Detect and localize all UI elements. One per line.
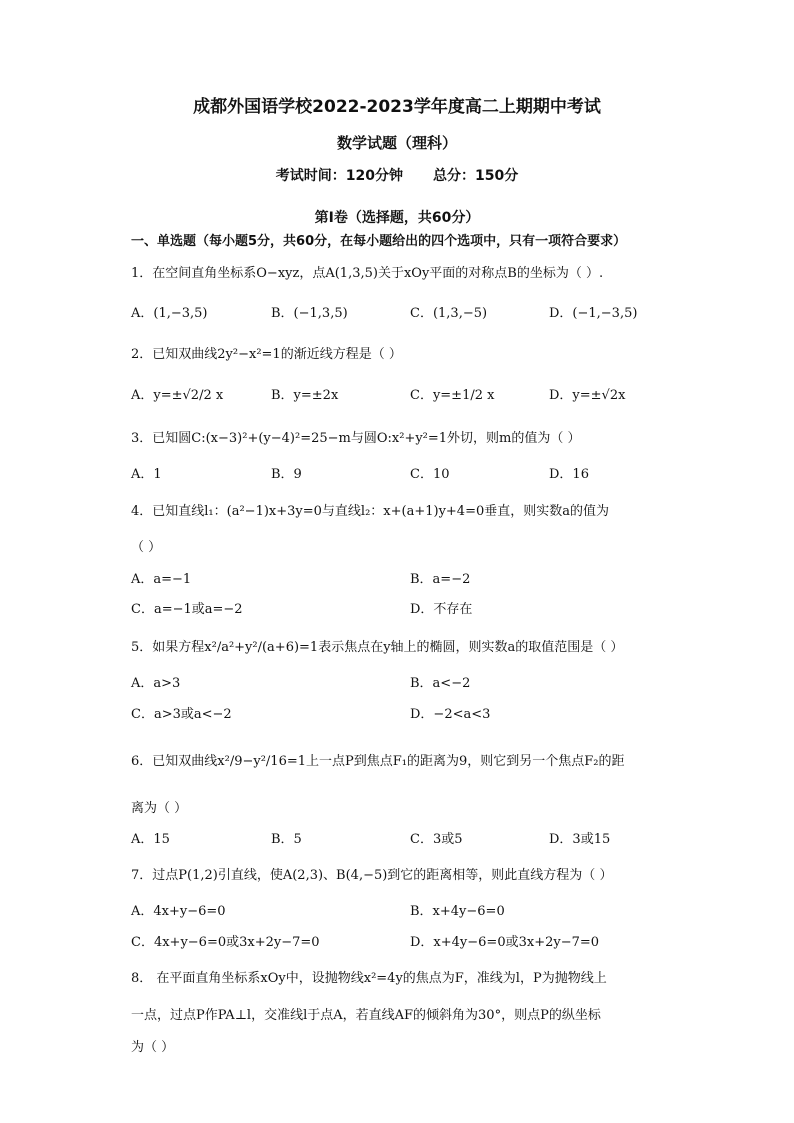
exam-info bbox=[0, 165, 794, 185]
question-6-option-c: C．3或5 bbox=[410, 832, 463, 847]
section-title: 第Ⅰ卷（选择题，共60分） bbox=[314, 210, 480, 226]
question-5-option-a: A．a>3 bbox=[131, 676, 181, 691]
question-7-option-c: C．4x+y−6=0或3x+2y−7=0 bbox=[131, 935, 320, 950]
exam-title: 成都外国语学校2022-2023学年度高二上期期中考试 bbox=[193, 97, 601, 117]
question-7-option-d: D．x+4y−6=0或3x+2y−7=0 bbox=[410, 935, 600, 950]
exam-time: 考试时间：120分钟 bbox=[275, 168, 403, 184]
question-1-option-a: A．(1,−3,5) bbox=[131, 306, 208, 321]
question-4-option-b: B．a=−2 bbox=[410, 572, 471, 587]
question-6-option-d: D．3或15 bbox=[549, 832, 611, 847]
question-5-option-b: B．a<−2 bbox=[410, 676, 471, 691]
question-2-stem: 2．已知双曲线2y²−x²=1的渐近线方程是（ ） bbox=[131, 347, 402, 362]
question-3-option-b: B．9 bbox=[271, 467, 302, 482]
exam-subtitle: 数学试题（理科） bbox=[336, 134, 457, 152]
question-6-stem-cont: 离为（ ） bbox=[131, 801, 188, 816]
question-3-option-a: A．1 bbox=[131, 467, 162, 482]
question-4-option-d: D．不存在 bbox=[410, 602, 473, 617]
question-1-option-d: D．(−1,−3,5) bbox=[549, 306, 638, 321]
question-3-option-d: D．16 bbox=[549, 467, 589, 482]
question-2-option-c: C．y=±1/2 x bbox=[410, 388, 495, 403]
question-1-option-c: C．(1,3,−5) bbox=[410, 306, 488, 321]
question-7-option-a: A．4x+y−6=0 bbox=[131, 904, 226, 919]
question-5-stem: 5．如果方程x²/a²+y²/(a+6)=1表示焦点在y轴上的椭圆，则实数a的取值范围是（ ） bbox=[131, 640, 624, 655]
question-4-option-c: C．a=−1或a=−2 bbox=[131, 602, 243, 617]
question-5-option-c: C．a>3或a<−2 bbox=[131, 707, 232, 722]
question-6-option-b: B．5 bbox=[271, 832, 302, 847]
question-5-option-d: D．−2<a<3 bbox=[410, 707, 491, 722]
section-instruction: 一、单选题（每小题5分，共60分，在每小题给出的四个选项中，只有一项符合要求） bbox=[131, 234, 627, 249]
question-6-option-a: A．15 bbox=[131, 832, 170, 847]
question-4-stem: 4．已知直线l₁：(a²−1)x+3y=0与直线l₂：x+(a+1)y+4=0垂直，则实数a的值为 bbox=[131, 504, 609, 519]
question-1-stem: 1．在空间直角坐标系O−xyz，点A(1,3,5)关于xOy平面的对称点B的坐标为（ ）. bbox=[131, 266, 604, 281]
question-4-option-a: A．a=−1 bbox=[131, 572, 192, 587]
question-7-stem: 7．过点P(1,2)引直线，使A(2,3)、B(4,−5)到它的距离相等，则此直线方程为（ ） bbox=[131, 868, 613, 883]
question-8-stem-cont: 一点，过点P作PA⊥l，交准线l于点A，若直线AF的倾斜角为30°，则点P的纵坐标 bbox=[131, 1008, 601, 1023]
question-2-option-a: A．y=±√2/2 x bbox=[131, 388, 224, 403]
question-8-stem: 8． 在平面直角坐标系xOy中，设抛物线x²=4y的焦点为F，准线为l，P为抛物线上 bbox=[131, 971, 607, 986]
question-1-option-b: B．(−1,3,5) bbox=[271, 306, 348, 321]
question-4-stem-cont: （ ） bbox=[131, 540, 162, 555]
question-6-stem: 6．已知双曲线x²/9−y²/16=1上一点P到焦点F₁的距离为9，则它到另一个焦点F₂的距 bbox=[131, 754, 625, 769]
question-7-option-b: B．x+4y−6=0 bbox=[410, 904, 505, 919]
question-8-stem-cont2: 为（ ） bbox=[131, 1040, 175, 1055]
exam-score: 总分：150分 bbox=[433, 168, 519, 184]
question-3-option-c: C．10 bbox=[410, 467, 450, 482]
question-2-option-b: B．y=±2x bbox=[271, 388, 339, 403]
question-2-option-d: D．y=±√2x bbox=[549, 388, 626, 403]
question-3-stem: 3．已知圆C:(x−3)²+(y−4)²=25−m与圆O:x²+y²=1外切，则m的值为（ ） bbox=[131, 431, 581, 446]
